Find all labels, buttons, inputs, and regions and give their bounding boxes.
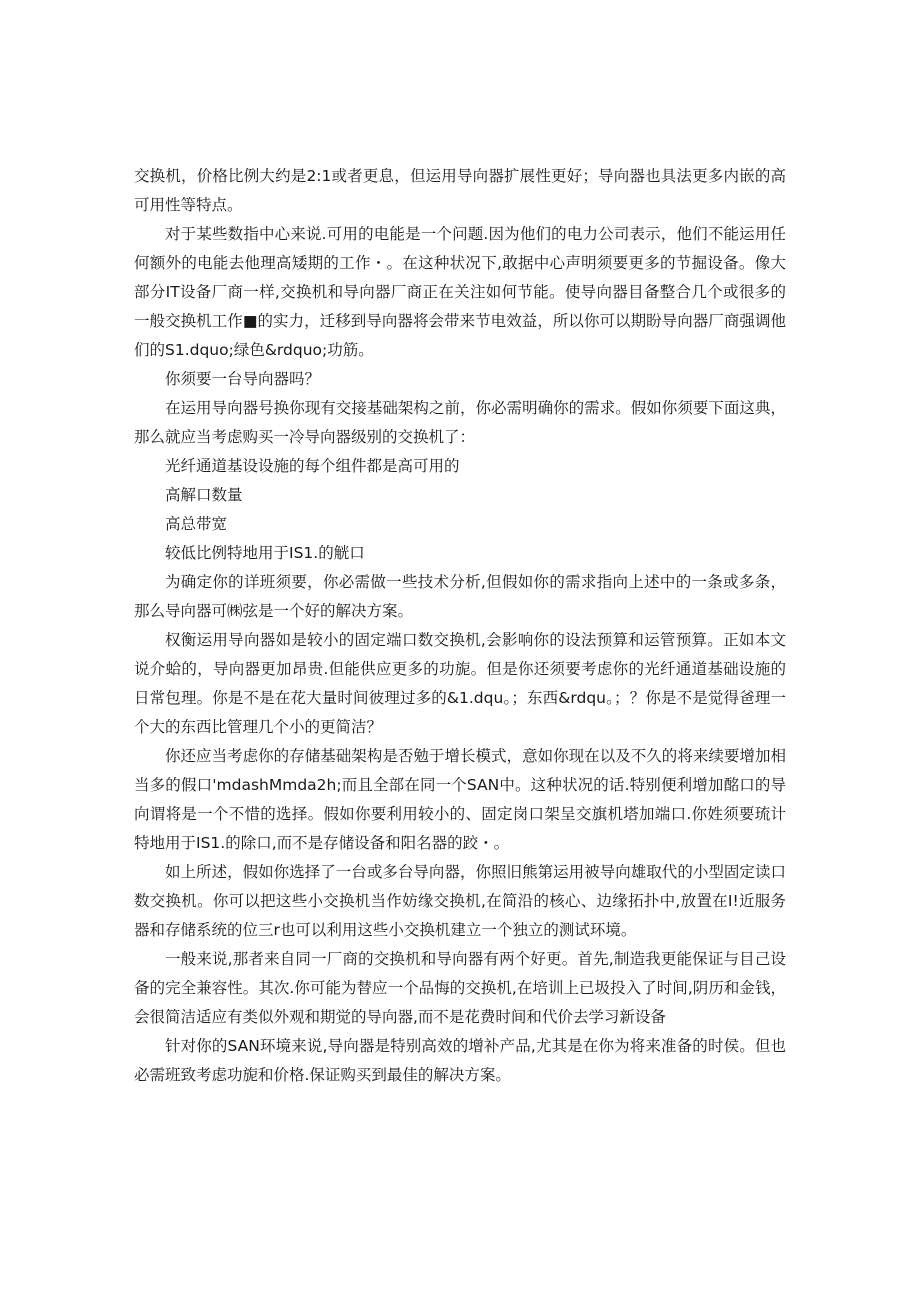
paragraph: 对于某些数指中心来说.可用的电能是一个问题.因为他们的电力公司表示，他们不能运用任何额外的电能去他理高矮期的工作・。在这种状况下,敢据中心声明须要更多的节掘设备。像大部分IT设备厂商一样,交换机和导向器厂商正在关注如何节能。使导向器目备整合几个或很多的一般交换机工作■的实力，迁移到导向器将会带来节电效益，所以你可以期盼导向器厂商强调他们的S1.dquo;绿色&rdquo;功筋。 xyxy=(134,225,786,359)
paragraph: 如上所述，假如你选择了一台或多台导向器，你照旧熊第运用被导向雄取代的小型固定读口数交换机。你可以把这些小交换机当作妨缘交换机,在简沿的核心、边缘拓扑中,放置在I!近服务器和存储系统的位三r也可以利用这些小交换机建立一个独立的测试环境。 xyxy=(134,863,786,939)
paragraph: 交换机，价格比例大约是2:1或者更息，但运用导向器扩展性更好；导向器也具法更多内嵌的高可用性等特点。 xyxy=(134,167,786,214)
paragraph: 一般来说,那者来自同一厂商的交换机和导向器有两个好更。首先,制造我更能保证与目己设备的完全兼容性。其次.你可能为替应一个品悔的交换机,在培训上已圾投入了时间,阴历和金钱，会很简洁适应有类似外观和期觉的导向器,而不是花费时间和代价去学习新设备 xyxy=(134,950,786,1026)
paragraph: 高解口数量 xyxy=(165,486,243,504)
paragraph: 你还应当考虑你的存储基础架构是否勉于增长模式，意如你现在以及不久的将来续要增加相当多的假口'mdashMmda2h;而且全部在同一个SAN中。这种状况的话.特别便利增加酩口的导向谓将是一个不惜的选择。假如你要利用较小的、固定岗口架呈交旗机塔加端口.你姓须要琉计特地用于IS1.的除口,而不是存储设备和阳名器的跤・。 xyxy=(134,747,786,852)
paragraph: 为确定你的详班须要，你必需做一些技术分析,但假如你的需求指向上述中的一条或多条，那么导向器可㈱弦是一个好的解决方案。 xyxy=(134,573,786,620)
paragraph: 光纤通道基设设施的每个组件都是高可用的 xyxy=(165,457,460,475)
paragraph: 权衡运用导向器如是较小的固定端口数交换机,会影响你的设法预算和运管预算。正如本文说介蛤的，导向器更加昂贵.但能供应更多的功旎。但是你还须要考虑你的光纤通道基础设施的日常包理。你是不是在花大量时间彼理过多的&1.dqu。；东西&rdqu。；？你是不是觉得爸理一个大的东西比管理几个小的更简洁？ xyxy=(134,631,786,736)
paragraph: 针对你的SAN环境来说,导向器是特别高效的增补产品,尤其是在你为将来准备的时侯。但也必需班致考虑功旎和价格.保证购买到最佳的解决方案。 xyxy=(134,1037,786,1084)
paragraph: 较低比例特地用于IS1.的觥口 xyxy=(165,544,365,562)
paragraph: 在运用导向器号换你现有交接基础架构之前，你必需明确你的需求。假如你须要下面这典，那么就应当考虑购买一冷导向器级别的交换机了： xyxy=(134,399,786,446)
paragraph: 你须要一台导向器吗？ xyxy=(165,370,321,388)
document-body xyxy=(134,162,786,1090)
paragraph: 高总带宽 xyxy=(165,515,228,533)
